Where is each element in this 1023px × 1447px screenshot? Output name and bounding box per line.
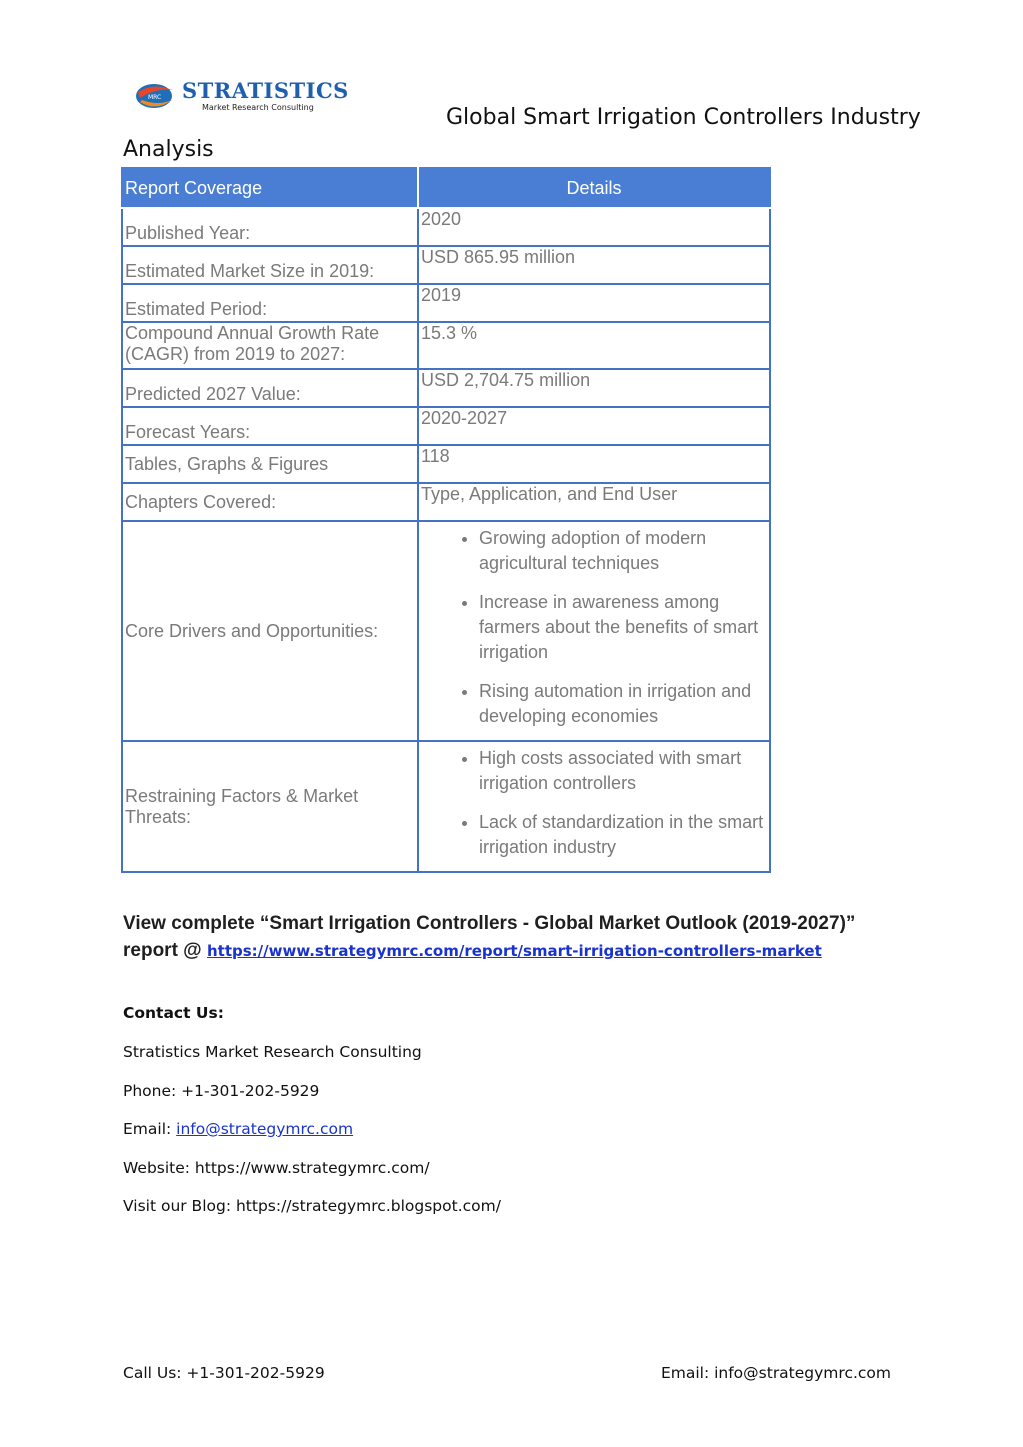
footer-email: Email: info@strategymrc.com (660, 1364, 891, 1382)
logo-globe-icon (136, 84, 172, 108)
report-link[interactable]: https://www.strategymrc.com/report/smart-irrigation-controllers-market (206, 942, 822, 960)
row-label: Predicted 2027 Value: (122, 369, 418, 407)
table-header-row (122, 168, 770, 208)
table-row (122, 407, 770, 445)
row-value: 2019 (418, 284, 770, 322)
row-value: 2020-2027 (418, 407, 770, 445)
row-value: USD 865.95 million (418, 246, 770, 284)
contact-email (123, 1120, 353, 1138)
row-value: USD 2,704.75 million (418, 369, 770, 407)
list-item: • Growing adoption of modern agricultural techniques (479, 526, 767, 576)
page-title-line-1: Global Smart Irrigation Controllers Industry (446, 105, 921, 130)
list-item: • Rising automation in irrigation and developing economies (479, 679, 767, 729)
table-row-drivers (122, 521, 770, 741)
list-item: • High costs associated with smart irrigation controllers (479, 746, 767, 796)
row-label: Chapters Covered: (122, 483, 418, 521)
logo-brand-text: STRATISTICS (182, 78, 349, 103)
view-report-paragraph (123, 910, 883, 965)
row-label: Estimated Market Size in 2019: (122, 246, 418, 284)
row-value: Type, Application, and End User (418, 483, 770, 521)
svg-text:MRC: MRC (148, 94, 162, 101)
list-item: • Lack of standardization in the smart irrigation industry (479, 810, 767, 860)
report-coverage-table (121, 167, 771, 873)
restraints-label: Restraining Factors & Market Threats: (122, 741, 418, 872)
row-value: 15.3 % (418, 322, 770, 369)
contact-company: Stratistics Market Research Consulting (123, 1043, 422, 1061)
restraints-list (421, 746, 767, 860)
row-label: Estimated Period: (122, 284, 418, 322)
contact-blog: Visit our Blog: https://strategymrc.blogspot.com/ (123, 1197, 501, 1215)
table-row-restraints (122, 741, 770, 872)
table-row (122, 208, 770, 246)
table-row (122, 322, 770, 369)
footer-call-us: Call Us: +1-301-202-5929 (123, 1364, 325, 1382)
row-label: Published Year: (122, 208, 418, 246)
row-value: 2020 (418, 208, 770, 246)
contact-phone: Phone: +1-301-202-5929 (123, 1082, 320, 1100)
page-title-line-2: Analysis (123, 137, 214, 162)
drivers-label: Core Drivers and Opportunities: (122, 521, 418, 741)
row-label: Forecast Years: (122, 407, 418, 445)
table-row (122, 246, 770, 284)
stratistics-logo (134, 74, 350, 118)
header-report-coverage: Report Coverage (122, 168, 418, 208)
table-row (122, 445, 770, 483)
table-row (122, 284, 770, 322)
table-row (122, 483, 770, 521)
contact-email-link[interactable]: info@strategymrc.com (176, 1120, 354, 1138)
drivers-list (421, 526, 767, 729)
contact-website: Website: https://www.strategymrc.com/ (123, 1159, 430, 1177)
list-item: • Increase in awareness among farmers about the benefits of smart irrigation (479, 590, 767, 665)
row-label: Tables, Graphs & Figures (122, 445, 418, 483)
drivers-list-cell (418, 521, 770, 741)
table-row (122, 369, 770, 407)
restraints-list-cell (418, 741, 770, 872)
contact-email-label: Email: (123, 1120, 177, 1138)
view-report-text: View complete “Smart Irrigation Controllers - Global Market Outlook (2019-2027)” report @ (123, 913, 856, 961)
row-value: 118 (418, 445, 770, 483)
contact-heading: Contact Us: (123, 1004, 224, 1022)
row-label: Compound Annual Growth Rate (CAGR) from 2019 to 2027: (122, 322, 418, 369)
logo-tagline-text: Market Research Consulting (202, 103, 314, 112)
header-details: Details (418, 168, 770, 208)
